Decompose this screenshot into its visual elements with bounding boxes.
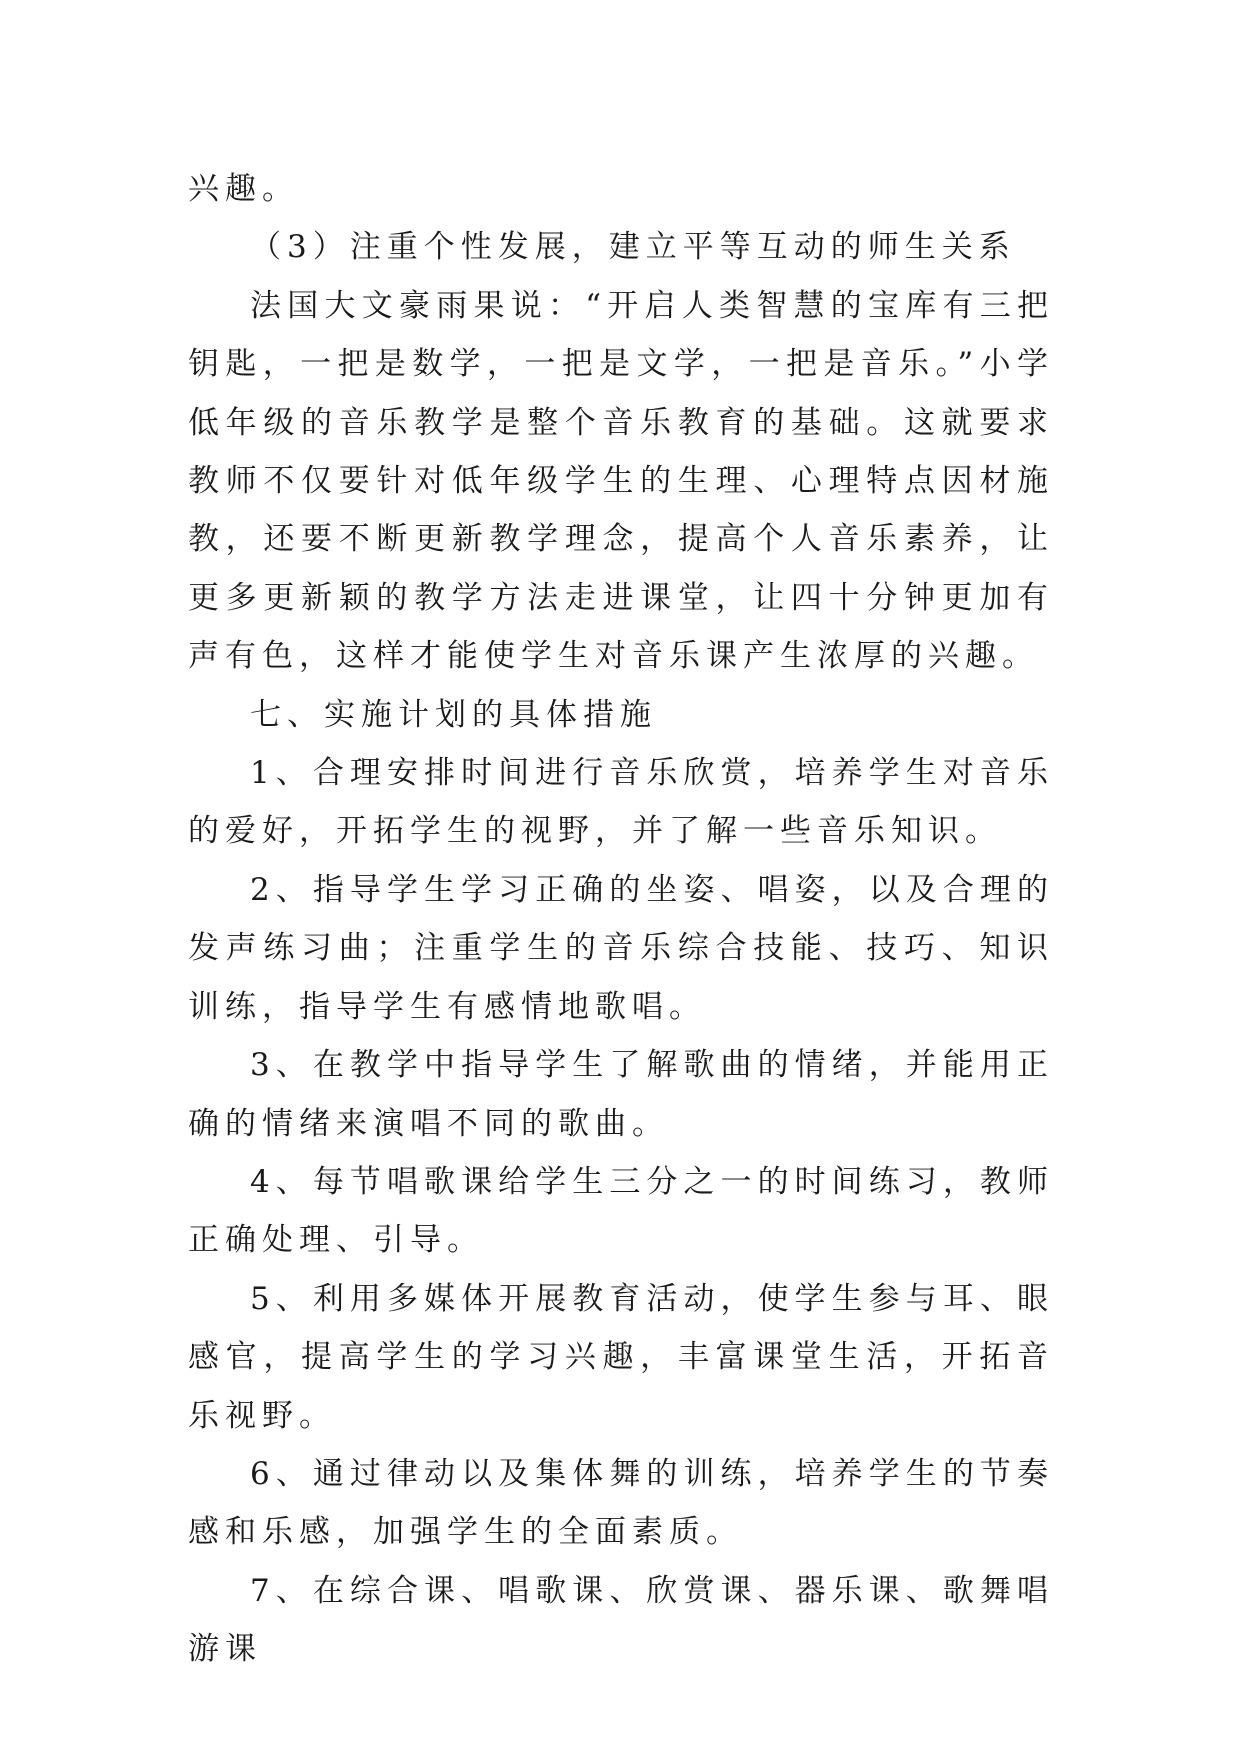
measure-item-1: 1、合理安排时间进行音乐欣赏，培养学生对音乐的爱好，开拓学生的视野，并了解一些音乐知识。 xyxy=(188,755,1054,850)
subheading-individual-development: （3）注重个性发展，建立平等互动的师生关系 xyxy=(250,229,1016,266)
measure-item-3: 3、在教学中指导学生了解歌曲的情绪，并能用正确的情绪来演唱不同的歌曲。 xyxy=(188,1047,1054,1142)
section-heading-measures: 七、实施计划的具体措施 xyxy=(250,696,657,733)
measure-item-7: 7、在综合课、唱歌课、欣赏课、器乐课、歌舞唱游课 xyxy=(188,1572,1054,1668)
paragraph-continuation: 兴趣。 xyxy=(188,171,299,207)
measure-item-6: 6、通过律动以及集体舞的训练，培养学生的节奏感和乐感，加强学生的全面素质。 xyxy=(188,1455,1054,1551)
measure-item-5: 5、利用多媒体开展教育活动，使学生参与耳、眼感官，提高学生的学习兴趣，丰富课堂生活，开拓音乐视野。 xyxy=(188,1280,1054,1434)
paragraph-hugo-quote: 法国大文豪雨果说：“开启人类智慧的宝库有三把钥匙，一把是数学，一把是文学，一把是音乐。”小学低年级的音乐教学是整个音乐教育的基础。这就要求教师不仅要针对低年级学生的生理、心理特点因材施教，还要不断更新教学理念，提高个人音乐素养，让更多更新颖的教学方法走进课堂，让四十分钟更加有声有色，这样才能使学生对音乐课产生浓厚的兴趣。 xyxy=(188,287,1054,675)
document-body xyxy=(188,160,1054,1679)
measure-item-4: 4、每节唱歌课给学生三分之一的时间练习，教师正确处理、引导。 xyxy=(188,1163,1054,1259)
measure-item-2: 2、指导学生学习正确的坐姿、唱姿，以及合理的发声练习曲；注重学生的音乐综合技能、技巧、知识训练，指导学生有感情地歌唱。 xyxy=(188,871,1054,1025)
